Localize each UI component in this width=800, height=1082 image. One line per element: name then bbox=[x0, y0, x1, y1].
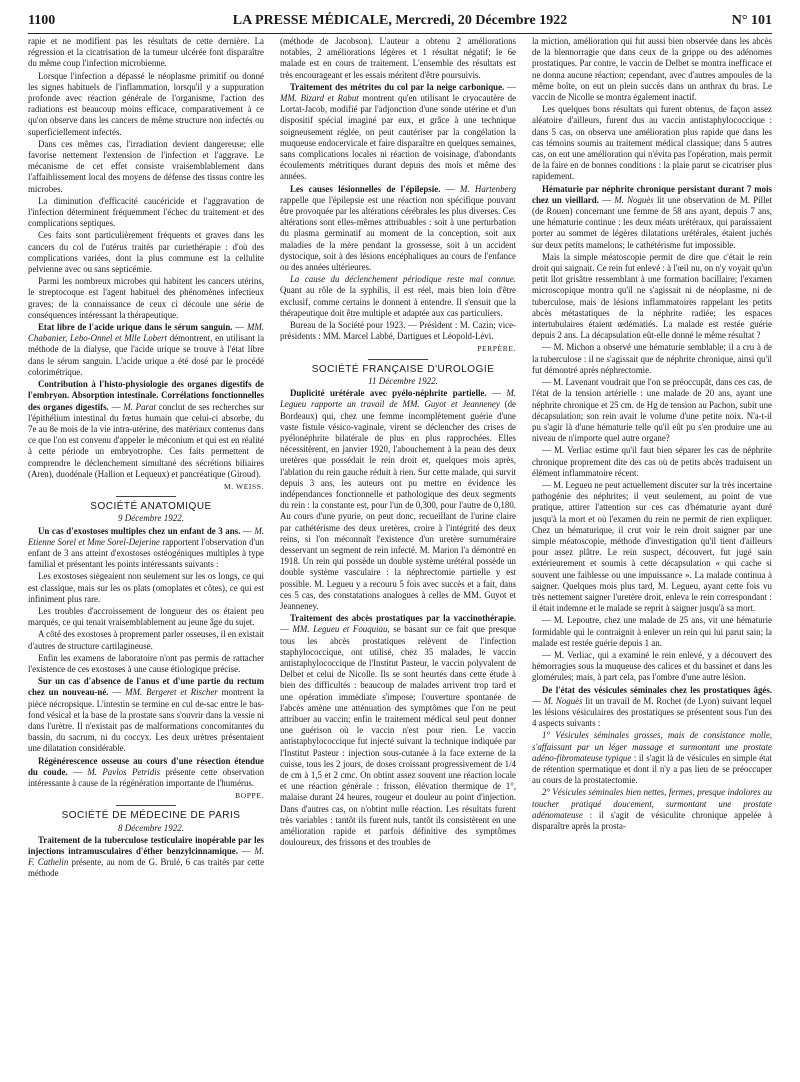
paragraph: Les exostoses siègeaient non seulement sur les os longs, ce qui est classique, mais sur les os plats (omoplates et côtes), ce qui est infiniment plus rare. bbox=[28, 571, 264, 604]
communication-authors: MM. Bergeret et Rischer bbox=[125, 687, 218, 698]
communication-authors: M. Pavlos Petridis bbox=[87, 766, 161, 777]
communication-text: montrent qu'en utilisant le cryocautère de Lortat-Jacob, modifié par l'adjonction d'une sonde utérine et d'un dispositif spécial imaginé par eux, et grâce à une technique soigneusement réglée, on peut cautériser par la congélation la muqueuse endocervicale et faire disparaître en quelques semaines, sans complications locales ni réaction de voisinage, d'abondants écoulements métritiques durant depuis des mois et même des années. bbox=[280, 93, 516, 182]
communication-authors: M. Hartenberg bbox=[459, 183, 516, 194]
paragraph bbox=[280, 274, 516, 319]
running-header bbox=[28, 12, 772, 30]
communication-text: conclut de ses recherches sur l'épithélium intestinal du fœtus humain que celui-ci absorbe, du 7e au 8e mois de la vie intra-utérine, des matériaux contenus dans ce que l'on est convenu d'appeler le méconium et qui est en réalité à cette période un embryotrophe. Ces faits permettent de comprendre le déclenchement simultané des sécrétions biliaires (Aren), duodénale (Hallion et Lequeux) et pancréatique (Giroud). bbox=[28, 401, 264, 479]
communication-authors: M. Etienne Sorel et Mme Sorel-Dejerine bbox=[28, 525, 264, 547]
communication: Etat libre de l'acide urique dans le sérum sanguin. — MM. Chabanier, Lebo-Onnel et Mlle Lobert démontrent, en utilisant la méthode de la dialyse, que l'acide urique se trouve à l'état libre dans le sérum sanguin. L'acide urique a été dosé par le procédé colorimétrique. bbox=[28, 322, 264, 377]
society-title: SOCIÉTÉ FRANÇAISE D'UROLOGIE bbox=[311, 363, 495, 375]
communication-authors: MM. Bizard et Rabut bbox=[280, 93, 359, 104]
communication-text: montrent la pièce nécropsique. L'intestin se termine en cul de-sac entre le bas-fond vésical et la base de la prostate sans s'ouvrir dans la vessie ni dans l'urètre. Il n'existait pas de malformations concomitantes du bassin, du sacrum, ni du coccyx. Les deux urètres présentaient une dilatation considérable. bbox=[28, 687, 264, 754]
paragraph: (méthode de Jacobson). L'auteur a obtenu 2 améliorations notables, 2 améliorations légères et 1 résultat négatif; le 6e malade est en cours de traitement. L'ensemble des résultats est très encourageant et les essais méritent d'être poursuivis. bbox=[280, 36, 516, 80]
communication-title: Traitement de la tuberculose testiculaire inopérable par les injections intramusculaires d'éther benzylcinnamique. bbox=[28, 834, 264, 857]
list-item bbox=[532, 730, 772, 786]
communication-text: lit un travail de M. Rochet (de Lyon) suivant lequel les lésions vésiculaires des prostatiques se présentent sous l'un des 4 aspects suivants : bbox=[532, 695, 772, 729]
communication: De l'état des vésicules séminales chez les prostatiques âgés. — M. Noguès lit un travail de M. Rochet (de Lyon) suivant lequel les lésions vésiculaires des prostatiques se présentent sous l'un des 4 aspects suivants : bbox=[532, 684, 772, 729]
communication: Hématurie par néphrite chronique persistant durant 7 mois chez un vieillard. — M. Noguès lit une observation de M. Pillet (de Rouen) concernant une femme de 58 ans ayant, depuis 7 ans, une hématurie continue : les deux méats urétéraux, qui paraissaient porter au sommet de légères dilatations urétérales, étaient juchés sur deux petits mamelons; le cathétérisme fut impossible. bbox=[532, 183, 772, 250]
list-item-text: : il s'agit de vésiculite chronique appelée à disparaître après la prosta- bbox=[532, 809, 772, 832]
discussion-remark: — M. Legueu ne peut actuellement discuter sur la très incertaine pathogénie des néphrites; il veut seulement, au point de vue pratique, attirer l'attention sur ces cas d'hématurie ayant duré jusqu'à la mort et où l'examen du rein ne permit de rien expliquer. Chez un hématurique, il crut voir le rein droit saigner par une simple méatoscopie, méthode d'investigation qu'il tient d'ailleurs pour assez plâtre. Le rein suspect, découvert, fut jugé sain extérieurement et soumis à cette décapsulation « qui cache si souvent une faiblesse ou une impuissance ». La malade continua à saigner. Quelques mois plus tard, M. Legueu, ayant cette fois vu très nettement saigner l'uretère droit, enleva le rein correspondant : il était indemne et le malade se reprit à saigner jusqu'à sa mort. bbox=[532, 479, 772, 614]
italic-phrase: La cause du déclenchement périodique reste mal connue. bbox=[290, 274, 516, 285]
bureau-announcement: Bureau de la Société pour 1923. — Président : M. Cazin; vice-présidents : MM. Marcel Labbé, Dartigues et Léopold-Lévi. bbox=[280, 320, 516, 342]
session-date: 11 Décembre 1922. bbox=[368, 375, 438, 386]
communication-title: Etat libre de l'acide urique dans le sérum sanguin. bbox=[38, 322, 233, 333]
society-title: SOCIÉTÉ ANATOMIQUE bbox=[90, 501, 212, 513]
column-1 bbox=[28, 36, 264, 1066]
communication-title: Traitement des abcès prostatiques par la vaccinothérapie. bbox=[290, 613, 516, 624]
paragraph: Les quelques bons résultats qui furent obtenus, de façon assez aléatoire d'ailleurs, furent dus au vaccin antistaphylococcique : dans 5 cas, on observa une amélioration plus rapide que dans les cas témoins soumis au traitement médical classique; dans 5 autres cas, on eut une amélioration qui n'évita pas l'opération, mais permit de la faire en de bonnes conditions : la plaie parut se cicatriser plus rapidement. bbox=[532, 104, 772, 182]
communication: Duplicité urétérale avec pyélo-néphrite partielle. — M. Legueu rapporte un travail de MM. Guyot et Jeanneney (de Bordeaux) qui, chez une femme incomplètement guérie d'une vaste fistule vésico-vaginale, virent se déclencher des crises de pyélonéphrite bilatérale de plus en plus rapprochées. Elles nécessitèrent, en janvier 1920, l'abouchement à la peau des deux uretères que possédait le rein droit et, quelques mois après, l'ablation du rein gauche réduit à rien. Sur cette malade, qui survit depuis 3 ans, les auteurs ont pu mettre en évidence les indépendances fonctionnelle et pathologique des deux segments du rein : la constante est, pour l'un de 0,300, pour l'autre de 0,180. Au cours d'une pyurie, on peut donc, recueillant de l'urine claire par cathétérisme des deux uretères, croire à l'intégrité des deux reins, si l'on méconnaît l'existence d'un uretère surnuméraire desservant un segment de rein infecté. M. Marion l'a démontré en 1918. Un rein qui possède un double système urétéral possède un double système vasculaire : la néphrectomie partielle y est possible. M. Legueu y a recouru 5 fois avec succès et a fait, dans ces 5 cas, des constatations analogues à celles de MM. Guyot et Jeanneney. bbox=[280, 388, 516, 611]
communication-title: De l'état des vésicules séminales chez les prostatiques âgés. bbox=[542, 684, 772, 695]
paragraph-text: Quant au rôle de la syphilis, il est réel, mais bien loin d'être exclusif, comme certains le donnent à entendre. Il s'ensuit que la thérapeutique doit être multiple et adaptée aux cas particuliers. bbox=[280, 285, 516, 318]
communication: Un cas d'exostoses multiples chez un enfant de 3 ans. — M. Etienne Sorel et Mme Sorel-Dejerine rapportent l'observation d'un enfant de 3 ans atteint d'exostoses ostéogéniques multiples à type familial et présentant les points intéressants suivants : bbox=[28, 525, 264, 570]
list-item-text: : il s'agit là de vésicules en simple état de rétention spermatique et dont il n'y a pas lieu de se préoccuper au cours de la prostatectomie. bbox=[532, 752, 772, 786]
communication: Sur un cas d'absence de l'anus et d'une partie du rectum chez un nouveau-né. — MM. Bergeret et Rischer montrent la pièce nécropsique. L'intestin se termine en cul de-sac entre le bas-fond vésical et la base de la prostate sans s'ouvrir dans la vessie ni dans l'urètre. Il n'existait pas de malformations concomitantes du bassin, du sacrum, ni du coccyx. Les deux urètres présentaient une dilatation considérable. bbox=[28, 676, 264, 754]
discussion-remark: — M. Verliac estime qu'il faut bien séparer les cas de néphrite chronique proprement dite des cas où de petits abcès traduisent un élément inflammatoire récent. bbox=[532, 445, 772, 478]
discussion-remark: — M. Verliac, qui a examiné le rein enlevé, y a découvert des hémorragies sous la muqueuse des calices et du bassinet et dans les glomérules; mais, à part cela, pas l'ombre d'une autre lésion. bbox=[532, 649, 772, 683]
communication: Traitement des abcès prostatiques par la vaccinothérapie. — MM. Legueu et Fouquiau, se basant sur ce fait que presque tous les abcès prostatiques relèvent de l'infection staphylococcique, ont utilisé, chez 35 malades, le vaccin antistaphylococcique de l'Institut Pasteur, le vaccin polyvalent de Delbet et celui de Nicolle. Ils se sont heurtés dans cette étude à bien des difficultés : beaucoup de malades arrivent trop tard et une opération immédiate s'impose; l'ouverture spontanée de l'abcès amène une atténuation des symptômes que l'on ne peut attribuer au vaccin; enfin le traitement médical seul peut donner une guérison où le vaccin n'est pour rien. Le vaccin antistaphylococcique fut injecté suivant la technique indiquée par l'Institut Pasteur : injection sous-cutanée à la face externe de la cuisse, tous les 2 jours, de doses croissant progressivement de 1/4 de cm à 1,5 et 2 cmc. On obtint assez souvent une réaction locale et une réaction générale : frisson, élévation thermique de 1°, malaise durant 24 heures, rougeur et douleur au point d'injection. Dans d'autres cas, on n'obtint nulle réaction. Les résultats furent très variables : tantôt ils furent nuls, tantôt ils consistèrent en une amélioration rapide et parfois définitive des symptômes douloureux, des frissons et des troubles de bbox=[280, 613, 516, 848]
session-date: 9 Décembre 1922. bbox=[118, 513, 184, 524]
communication-authors: M. Noguès bbox=[614, 194, 654, 205]
list-item-lead: 1° Vésicules séminales grosses, mais de consistance molle, s'affaissant par un léger massage et surmontant une prostate adéno-fibromateuse typique bbox=[532, 730, 772, 763]
communication-text: lit une observation de M. Pillet (de Rouen) concernant une femme de 58 ans ayant, depuis 7 ans, une hématurie continue : les deux méats urétéraux, qui paraissaient porter au sommet de légères dilatations urétérales, étaient juchés sur deux petits mamelons; le cathétérisme fut impossible. bbox=[532, 194, 772, 250]
discussion-remark: — M. Lavenant voudrait que l'on se préoccupât, dans ces cas, de l'état de la tension artérielle : une malade de 20 ans, ayant une néphrite chronique et 25 cm. de Hg de tension au Pachon, subit une décapsulation; son rein avait le volume d'une petite noix. N'a-t-il pu s'agir là d'une hématurie telle qu'il eût pu s'en produire une au niveau de n'importe quel autre organe? bbox=[532, 377, 772, 444]
paragraph: Parmi les nombreux microbes qui habitent les cancers utérins, le streptocoque est l'agent habituel des phénomènes infectieux graves; de la connaissance de ceux ci découle une série de conséquences intéressant la thérapeutique. bbox=[28, 276, 264, 320]
discussion-remark: — M. Michon a observé une hématurie semblable; il a cru à de la tuberculose : il ne s'agissait que de néphrite chronique, ainsi qu'il fut démontré après néphrectomie. bbox=[532, 342, 772, 375]
communication-authors: MM. Legueu et Fouquiau bbox=[292, 624, 388, 635]
communication-authors: M. Noguès bbox=[543, 695, 583, 706]
column-2 bbox=[280, 36, 516, 1066]
communication-text: démontrent, en utilisant la méthode de la dialyse, que l'acide urique se trouve à l'état libre dans le sérum sanguin. L'acide urique a été dosé par le procédé colorimétrique. bbox=[28, 333, 264, 377]
communication-title: Sur un cas d'absence de l'anus et d'une partie du rectum chez un nouveau-né. bbox=[28, 676, 264, 698]
paragraph: Lorsque l'infection a dépassé le néoplasme primitif ou donné les signes habituels de l'inflammation, lorsqu'il y a suppuration profonde avec réaction générale de l'organisme, l'action des radiations est beaucoup moins efficace, comparativement à ce qu'on observe dans les cancers de même structure non infectés ou superficiellement infectés. bbox=[28, 70, 264, 137]
communication-text: (de Bordeaux) qui, chez une femme incomplètement guérie d'une vaste fistule vésico-vaginale, virent se déclencher des crises de pyélonéphrite bilatérale de plus en plus rapprochées. Elles nécessitèrent, en janvier 1920, l'abouchement à la peau des deux uretères que possédait le rein droit et, quelques mois après, l'ablation du rein gauche réduit à rien. Sur cette malade, qui survit depuis 3 ans, les auteurs ont pu mettre en évidence les indépendances fonctionnelle et pathologique des deux segments du rein : la constante est, pour l'un de 0,300, pour l'autre de 0,180. Au cours d'une pyurie, on peut donc, recueillant de l'urine claire par cathétérisme des deux uretères, croire à l'intégrité des deux reins, si l'on méconnaît l'existence d'un uretère surnuméraire desservant un segment de rein infecté. M. Marion l'a démontré en 1918. Un rein qui possède un double système urétéral possède un double système vasculaire : la néphrectomie partielle y est possible. M. Legueu y a recouru 5 fois avec succès et a fait, dans ces 5 cas, des constatations analogues à celles de MM. Guyot et Jeanneney. bbox=[280, 399, 516, 611]
paragraph: Les troubles d'accroissement de longueur des os étaient peu marqués, ce qui tenait vraisemblablement au jeune âge du sujet. bbox=[28, 605, 264, 628]
communication-text: présente, au nom de G. Brulé, 6 cas traités par cette méthode bbox=[28, 857, 264, 879]
paragraph: Enfin les examens de laboratoire n'ont pas permis de rattacher l'existence de ces exostoses à une cause étiologique précise. bbox=[28, 652, 264, 674]
section-divider bbox=[116, 496, 176, 497]
paragraph: Dans ces mêmes cas, l'irradiation devient dangereuse; elle favorise nettement l'extension de l'infection et l'aggrave. Le mécanisme de cet effet consiste vraisemblablement dans l'affaiblissement local des moyens de défense des tissus contre les microbes. bbox=[28, 138, 264, 194]
session-date: 8 Décembre 1922. bbox=[118, 822, 184, 833]
communication-authors: M. F. Cathelin bbox=[28, 846, 264, 868]
communication: Traitement de la tuberculose testiculaire inopérable par les injections intramusculaires d'éther benzylcinnamique. — M. F. Cathelin présente, au nom de G. Brulé, 6 cas traités par cette méthode bbox=[28, 834, 264, 879]
issue-number: N° 101 bbox=[731, 13, 772, 28]
communication-text: , se basant sur ce fait que presque tous les abcès prostatiques relèvent de l'infection staphylococcique, ont utilisé, chez 35 malades, le vaccin antistaphylococcique de l'Institut Pasteur, le vaccin polyvalent de Delbet et celui de Nicolle. Ils se sont heurtés dans cette étude à bien des difficultés : beaucoup de malades arrivent trop tard et une opération immédiate s'impose; l'ouverture spontanée de l'abcès amène une atténuation des symptômes que l'on ne peut attribuer au vaccin; enfin le traitement médical seul peut donner une guérison où le vaccin n'est pour rien. Le vaccin antistaphylococcique fut injecté suivant la technique indiquée par l'Institut Pasteur : injection sous-cutanée à la face externe de la cuisse, tous les 2 jours, de doses croissant progressivement de 1/4 de cm à 1,5 et 2 cmc. On obtint assez souvent une réaction locale et une réaction générale : frisson, élévation thermique de 1°, malaise durant 24 heures, rougeur et douleur au point d'injection. Dans d'autres cas, on n'obtint nulle réaction. Les résultats furent très variables : tantôt ils furent nuls, tantôt ils consistèrent en une amélioration rapide et parfois définitive des symptômes douloureux, des frissons et des troubles de bbox=[280, 624, 516, 848]
list-item bbox=[532, 787, 772, 832]
paragraph: la miction, amélioration qui fut aussi bien observée dans les abcès de la blennorragie que dans ceux de la grippe ou des adénomes prostatiques. Par contre, le vaccin de Delbet se montra inefficace et ne donna aucune réaction; cependant, avec d'autres ampoules de la même boîte, on eut un plein succès dans un anthrax du bras. Le vaccin de Nicolle se montra également inactif. bbox=[532, 36, 772, 103]
communication: Régénérescence osseuse au cours d'une résection étendue du coude. — M. Pavlos Petridis présente cette observation intéressante à cause de la régénération importante de l'humérus. bbox=[28, 755, 264, 788]
communication-authors: MM. Chabanier, Lebo-Onnel et Mlle Lobert bbox=[28, 322, 264, 344]
paragraph: rapie et ne modifient pas les résultats de cette dernière. La régression et la cicatrisation de la tumeur ulcérée font disparaître du même coup l'infection microbienne. bbox=[28, 36, 264, 69]
page-number: 1100 bbox=[28, 13, 56, 28]
communication-authors: M. Parat bbox=[123, 401, 156, 412]
communication-title: Contribution à l'histo-physiologie des organes digestifs de l'embryon. Absorption intestinale. Corrélations fonctionnelles des organes digestifs. bbox=[28, 379, 264, 412]
communication-title: Duplicité urétérale avec pyélo-néphrite partielle. bbox=[290, 388, 487, 399]
communication: Traitement des métrites du col par la neige carbonique. — MM. Bizard et Rabut montrent qu'en utilisant le cryocautère de Lortat-Jacob, modifié par l'adjonction d'une sonde utérine et d'un dispositif spécial imaginé par eux, et grâce à une technique soigneusement réglée, on peut cautériser par la congélation la muqueuse endocervicale et faire disparaître en quelques semaines, sans complications locales ni réaction de voisinage, d'abondants écoulements métritiques durant depuis des mois et même des années. bbox=[280, 81, 516, 182]
paragraph: A côté des exostoses à proprement parler osseuses, il en existait d'autres de structure cartilagineuse. bbox=[28, 629, 264, 651]
communication-title: Un cas d'exostoses multiples chez un enfant de 3 ans. bbox=[38, 525, 241, 536]
signature: BOPPE. bbox=[235, 791, 264, 801]
signature: PERPÈRE. bbox=[477, 344, 516, 354]
header-rule bbox=[28, 33, 772, 34]
section-divider bbox=[116, 805, 176, 806]
communication: Les causes lésionnelles de l'épilepsie. — M. Hartenberg rappelle que l'épilepsie est une réaction non spécifique pouvant être provoquée par les altérations cérébrales les plus diverses. Ces altérations sont elles-mêmes attribuables : soit à une perturbation du plasma germinatif au moment de la conception, soit aux maladies de la mère pendant la grossesse, soit à un accident dystocique, soit à des lésions encéphaliques au cours de l'enfance ou des années ultérieures. bbox=[280, 183, 516, 273]
paragraph: Ces faits sont particulièrement fréquents et graves dans les cancers du col de l'utérus traités par curiethérapie : d'où des complications variées, dont la plus commune est la cellulite pelvienne avec ou sans septicémie. bbox=[28, 230, 264, 275]
communication-text: présente cette observation intéressante à cause de la régénération importante de l'humérus. bbox=[28, 766, 264, 788]
column-3 bbox=[532, 36, 772, 1066]
communication-title: Hématurie par néphrite chronique persistant durant 7 mois chez un vieillard. bbox=[532, 183, 772, 205]
communication-title: Traitement des métrites du col par la neige carbonique. bbox=[290, 81, 505, 92]
communication: Contribution à l'histo-physiologie des organes digestifs de l'embryon. Absorption intestinale. Corrélations fonctionnelles des organes digestifs. — M. Parat conclut de ses recherches sur l'épithélium intestinal du fœtus humain que celui-ci absorbe, du 7e au 8e mois de la vie intra-utérine, des matériaux contenus dans ce que l'on est convenu d'appeler le méconium et qui est en réalité à cette période un embryotrophe. Ces faits permettent de comprendre le déclenchement simultané des sécrétions biliaires (Aren), duodénale (Hallion et Lequeux) et pancréatique (Giroud). bbox=[28, 379, 264, 479]
paragraph: Mais la simple méatoscopie permit de dire que c'était le rein droit qui saignait. Ce rein fut enlevé : à l'œil nu, on n'y voyait qu'un petit îlot grisâtre ressemblant à une formation bacillaire; l'examen microscopique montra qu'il ne s'agissait ni de néoplasme, ni de tuberculose, mais de lésions inflammatoires rappelant les petits abcès métastatiques de la néphrite radiée; les espaces intertubulaires étaient œdématiés. La malade est restée guérie depuis 2 ans. La décapsulation eût-elle donné le même résultat ? bbox=[532, 251, 772, 341]
paragraph: La diminution d'efficacité caucéricide et l'aggravation de l'infection déterminent fréquemment l'échec du traitement et des complications septiques. bbox=[28, 195, 264, 229]
communication-text: rapportent l'observation d'un enfant de 3 ans atteint d'exostoses ostéogéniques multiples à type familial et présentant les points intéressants suivants : bbox=[28, 536, 264, 570]
communication-title: Les causes lésionnelles de l'épilepsie. bbox=[290, 183, 441, 194]
discussion-remark: — M. Lepoutre, chez une malade de 25 ans, vit une hématurie formidable qui le contraignit à enlever un rein qui lui parut sain; la malade est restée guérie depuis 1 an. bbox=[532, 615, 772, 648]
society-title: SOCIÉTÉ DE MÉDECINE DE PARIS bbox=[61, 810, 241, 822]
communication-text: rappelle que l'épilepsie est une réaction non spécifique pouvant être provoquée par les altérations cérébrales les plus diverses. Ces altérations sont elles-mêmes attribuables : soit à une perturbation du plasma germinatif au moment de la conception, soit aux maladies de la mère pendant la grossesse, soit à un accident dystocique, soit à des lésions encéphaliques au cours de l'enfance ou des années ultérieures. bbox=[280, 194, 516, 273]
communication-authors: M. Legueu rapporte un travail de MM. Guyot et Jeanneney bbox=[280, 388, 516, 410]
list-item-lead: 2° Vésicules séminales bien nettes, fermes, presque indolores au toucher pratiqué doucement, surmontant une prostate adénomateuse bbox=[532, 787, 772, 820]
journal-title: LA PRESSE MÉDICALE, Mercredi, 20 Décembre 1922 bbox=[232, 13, 568, 28]
section-divider bbox=[368, 359, 428, 360]
communication-title: Régénérescence osseuse au cours d'une résection étendue du coude. bbox=[28, 755, 264, 777]
signature: M. WEISS. bbox=[223, 481, 264, 491]
